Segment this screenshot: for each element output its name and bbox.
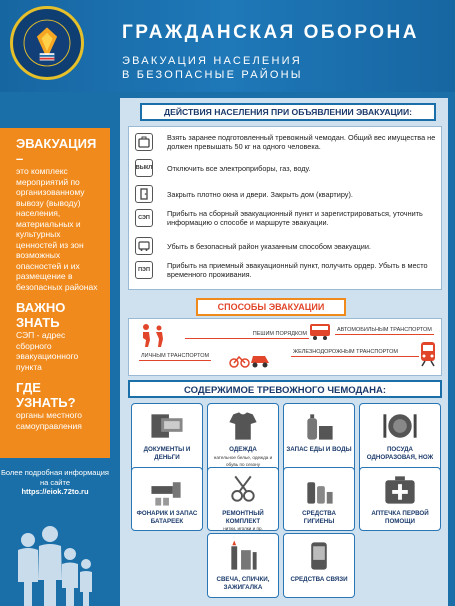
more-info	[0, 468, 110, 497]
methods-title	[196, 298, 346, 316]
actions-box	[128, 126, 442, 290]
walking-icon	[137, 323, 173, 347]
kit-label: АПТЕЧКА ПЕРВОЙ ПОМОЩИ	[371, 510, 429, 525]
kit-label: ПОСУДА ОДНОРАЗОВАЯ, НОЖ	[366, 446, 434, 461]
kit-label: СВЕЧА, СПИЧКИ, ЗАЖИГАЛКА	[216, 576, 270, 591]
action-text: Прибыть на сборный эвакуационный пункт и зарегистрироваться, уточнить информацию о способе и маршруте эвакуации.	[167, 209, 423, 227]
kit-card	[207, 533, 279, 598]
food-icon	[284, 408, 354, 444]
bus-icon	[135, 237, 153, 255]
pep-icon: ПЭП	[135, 261, 153, 279]
evac-heading: ЭВАКУАЦИЯ –	[16, 136, 97, 166]
auto-bus-icon	[309, 321, 331, 341]
where-heading: ГДЕ УЗНАТЬ?	[16, 380, 76, 410]
kit-card	[283, 403, 355, 475]
know-heading: ВАЖНО ЗНАТЬ	[16, 300, 66, 330]
dishes-icon	[360, 408, 440, 444]
action-text: Закрыть плотно окна и двери. Закрыть дом (квартиру).	[167, 189, 353, 199]
subtitle-line-2: В БЕЗОПАСНЫЕ РАЙОНЫ	[122, 69, 303, 81]
actions-title-text: ДЕЙСТВИЯ НАСЕЛЕНИЯ ПРИ ОБЪЯВЛЕНИИ ЭВАКУАЦИИ:	[163, 107, 413, 117]
more-info-text: Более подробная информация на сайте	[1, 468, 109, 487]
subtitle-line-1: ЭВАКУАЦИЯ НАСЕЛЕНИЯ	[122, 55, 302, 67]
kit-label: ДОКУМЕНТЫ И ДЕНЬГИ	[143, 446, 191, 461]
action-item	[135, 133, 439, 151]
switch-off-icon: ВЫКЛ	[135, 159, 153, 177]
repair-kit-icon	[208, 472, 278, 508]
where-text: органы местного самоуправления	[16, 410, 83, 431]
hygiene-icon	[284, 472, 354, 508]
bike-car-icon	[229, 351, 271, 369]
train-icon	[419, 341, 437, 367]
kit-sublabel: нитки, иголки и пр.	[223, 526, 263, 531]
kit-label: СРЕДСТВА ГИГИЕНЫ	[302, 510, 336, 525]
kit-label: ОДЕЖДА	[229, 446, 257, 453]
first-aid-icon	[360, 472, 440, 508]
action-item	[135, 209, 439, 227]
kit-label: ЗАПАС ЕДЫ И ВОДЫ	[286, 446, 352, 453]
walk-method: ПЕШИМ ПОРЯДКОМ	[185, 331, 309, 339]
action-text: Прибыть на приемный эвакуационный пункт, получить ордер. Убыть в место временного проживания.	[167, 261, 428, 279]
website-link[interactable]: https://eiok.72to.ru	[21, 487, 89, 496]
kit-card	[131, 467, 203, 531]
action-text: Отключить все электроприборы, газ, воду.	[167, 163, 311, 173]
door-icon	[135, 185, 153, 203]
kit-card	[131, 403, 203, 475]
action-item	[135, 237, 439, 255]
kit-card	[359, 467, 441, 531]
kit-card	[359, 403, 441, 475]
family-icon	[6, 520, 96, 606]
action-item	[135, 261, 439, 279]
mchs-emblem	[10, 6, 84, 80]
action-text: Убыть в безопасный район указанным способом эвакуации.	[167, 241, 371, 251]
kit-card	[207, 403, 279, 475]
auto-method: АВТОМОБИЛЬНЫМ ТРАНСПОРТОМ	[337, 327, 432, 333]
rail-method: ЖЕЛЕЗНОДОРОЖНЫМ ТРАНСПОРТОМ	[291, 349, 419, 357]
actions-title	[140, 103, 436, 121]
kit-label: ФОНАРИК И ЗАПАС БАТАРЕЕК	[136, 510, 198, 525]
suitcase-icon	[135, 133, 153, 151]
kit-card	[283, 533, 355, 598]
personal-method: ЛИЧНЫМ ТРАНСПОРТОМ	[141, 353, 210, 359]
clothes-icon	[208, 408, 278, 444]
phone-icon	[284, 538, 354, 574]
methods-title-text: СПОСОБЫ ЭВАКУАЦИИ	[217, 302, 325, 312]
kit-label: РЕМОНТНЫЙ КОМПЛЕКТ	[222, 510, 264, 525]
evac-definition: это комплекс мероприятий по организованному вывозу (выводу) населения, материальных и культурных ценностей из зон возможных опасностей и их размещение в безопасных районах	[16, 166, 98, 292]
kit-sublabel: нательное белье, одежда и обувь по сезону	[213, 454, 273, 467]
kit-title: СОДЕРЖИМОЕ ТРЕВОЖНОГО ЧЕМОДАНА:	[128, 380, 442, 398]
kit-label: СРЕДСТВА СВЯЗИ	[290, 576, 348, 583]
candles-icon	[208, 538, 278, 574]
know-text: СЭП - адрес сборного эвакуационного пункта	[16, 330, 79, 372]
methods-box	[128, 318, 442, 376]
emblem-icon	[13, 9, 81, 77]
kit-card	[283, 467, 355, 531]
action-item	[135, 185, 439, 203]
sep-icon: СЭП	[135, 209, 153, 227]
action-text: Взять заранее подготовленный тревожный чемодан. Общий вес имущества не должен превышать 50 кг на одного человека.	[167, 133, 436, 151]
flashlight-icon	[132, 472, 202, 508]
page-subtitle	[122, 54, 303, 82]
info-sidebar	[0, 128, 110, 458]
page-title: ГРАЖДАНСКАЯ ОБОРОНА	[122, 22, 419, 43]
kit-card	[207, 467, 279, 531]
action-item	[135, 159, 439, 177]
header	[0, 0, 455, 92]
documents-icon	[132, 408, 202, 444]
